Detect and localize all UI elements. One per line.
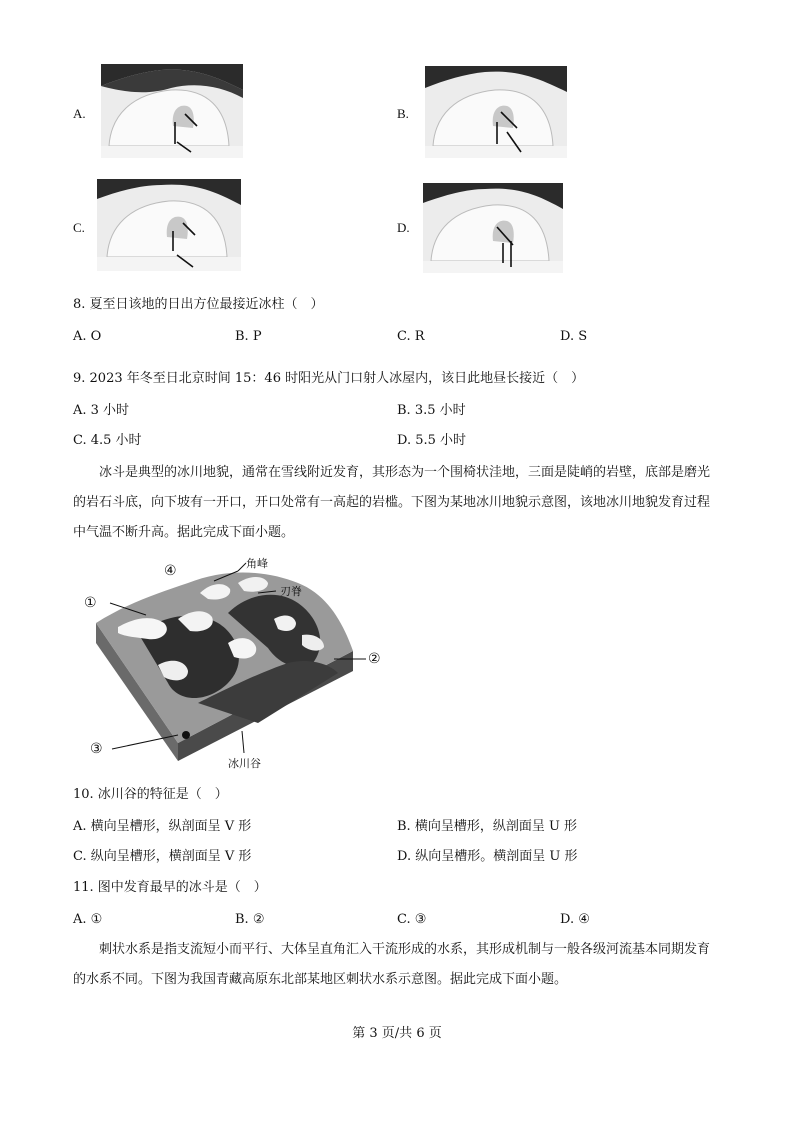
option-label: A. <box>73 106 86 121</box>
label-valley: 冰川谷 <box>228 757 261 770</box>
q11-option-a: A. ① <box>73 912 103 927</box>
igloo-photo <box>97 179 241 271</box>
igloo-photo <box>101 64 243 158</box>
q11-option-c: C. ③ <box>397 912 427 927</box>
option-label: B. <box>397 106 409 121</box>
q10-option-a: A. 横向呈槽形，纵剖面呈 V 形 <box>73 819 252 834</box>
glacier-figure <box>78 553 408 775</box>
passage-trellis-drainage: 刺状水系是指支流短小而平行、大体呈直角汇入干流形成的水系，其形成机制与一般各级河流基本同期发育的水系不同。下图为我国青藏高原东北部某地区刺状水系示意图。据此完成下面小题。 <box>73 942 711 987</box>
marker-4: ④ <box>164 563 177 579</box>
q11-stem: 11. 图中发育最早的冰斗是（ ） <box>73 880 267 895</box>
q11-option-b: B. ② <box>235 912 265 927</box>
q11-option-d: D. ④ <box>560 912 590 927</box>
q8-option-a: A. O <box>73 329 102 344</box>
q8-option-d: D. S <box>560 329 588 344</box>
page-number: 第 3 页/共 6 页 <box>352 1026 442 1041</box>
igloo-photo <box>425 66 567 158</box>
marker-2: ② <box>368 651 381 667</box>
q9-option-d: D. 5.5 小时 <box>397 433 467 448</box>
q9-option-c: C. 4.5 小时 <box>73 433 142 448</box>
option-label: C. <box>73 220 85 235</box>
igloo-photo <box>423 183 563 273</box>
passage-cirque: 冰斗是典型的冰川地貌，通常在雪线附近发育，其形态为一个围椅状洼地，三面是陡峭的岩壁，底部是磨光的岩石斗底，向下坡有一开口，开口处常有一高起的岩槛。下图为某地冰川地貌示意图，该地冰川地貌发育过程中气温不断升高。据此完成下面小题。 <box>73 465 711 540</box>
q9-option-a: A. 3 小时 <box>73 403 130 418</box>
option-label: D. <box>397 220 410 235</box>
label-ridge: 刃脊 <box>280 585 302 598</box>
q8-stem: 8. 夏至日该地的日出方位最接近冰柱（ ） <box>73 297 324 312</box>
q10-option-c: C. 纵向呈槽形，横剖面呈 V 形 <box>73 849 252 864</box>
marker-1: ① <box>84 595 97 611</box>
marker-3: ③ <box>90 741 103 757</box>
q8-option-c: C. R <box>397 329 425 344</box>
q8-option-b: B. P <box>235 329 262 344</box>
label-peak: 角峰 <box>246 557 268 570</box>
q10-stem: 10. 冰川谷的特征是（ ） <box>73 787 228 802</box>
q9-stem: 9. 2023 年冬至日北京时间 15：46 时阳光从门口射人冰屋内，该日此地昼长接近（ ） <box>73 371 585 386</box>
q10-option-d: D. 纵向呈槽形。横剖面呈 U 形 <box>397 849 578 864</box>
q10-option-b: B. 横向呈槽形，纵剖面呈 U 形 <box>397 819 578 834</box>
q9-option-b: B. 3.5 小时 <box>397 403 466 418</box>
